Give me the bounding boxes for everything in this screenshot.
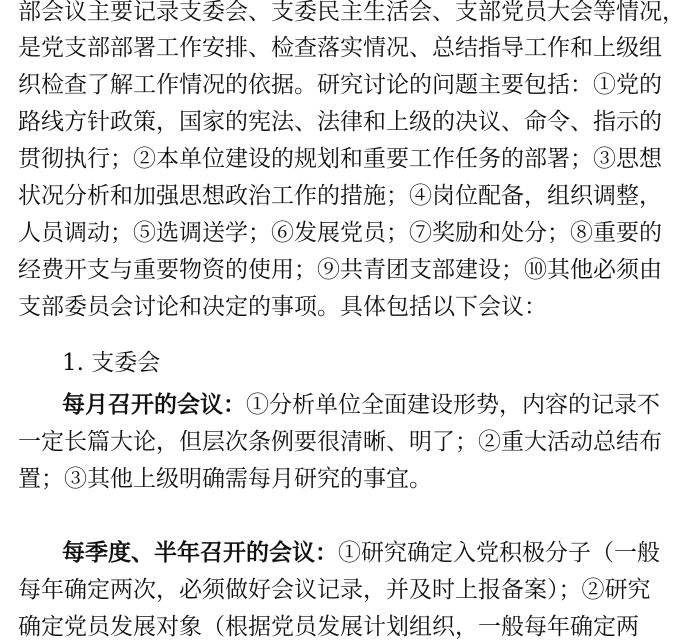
intro-line-5: 贯彻执行；②本单位建设的规划和重要工作任务的部署；③思想 <box>18 146 662 172</box>
quarterly-first-rest: ①研究确定入党积极分子（一般 <box>338 540 660 566</box>
intro-line-3: 织检查了解工作情况的依据。研究讨论的问题主要包括：①党的 <box>18 72 662 98</box>
quarterly-line-2: 每年确定两次，必须做好会议记录，并及时上报备案）；②研究 <box>18 577 651 603</box>
intro-line-1: 部会议主要记录支委会、支委民主生活会、支部党员大会等情况， <box>18 0 685 25</box>
intro-line-2: 是党支部部署工作安排、检查落实情况、总结指导工作和上级组 <box>18 35 662 61</box>
monthly-first-rest: ①分析单位全面建设形势，内容的记录不 <box>246 392 660 418</box>
intro-line-7: 人员调动；⑤选调送学；⑥发展党员；⑦奖励和处分；⑧重要的 <box>18 220 662 246</box>
monthly-first-line <box>62 390 660 420</box>
intro-line-4: 路线方针政策，国家的宪法、法律和上级的决议、命令、指示的 <box>18 109 662 135</box>
section-heading: 1. 支委会 <box>62 350 161 376</box>
intro-line-8: 经费开支与重要物资的使用；⑨共青团支部建设；⑩其他必须由 <box>18 257 662 283</box>
quarterly-label: 每季度、半年召开的会议： <box>62 540 338 566</box>
quarterly-line-3: 确定党员发展对象（根据党员发展计划组织，一般每年确定两 <box>18 614 639 640</box>
quarterly-first-line <box>62 538 660 568</box>
intro-line-6: 状况分析和加强思想政治工作的措施；④岗位配备，组织调整， <box>18 183 662 209</box>
monthly-label: 每月召开的会议： <box>62 392 246 418</box>
monthly-line-3: 置；③其他上级明确需每月研究的事宜。 <box>18 466 432 492</box>
monthly-line-2: 一定长篇大论，但层次条例要很清晰、明了；②重大活动总结布 <box>18 429 662 455</box>
intro-line-9: 支部委员会讨论和决定的事项。具体包括以下会议： <box>18 294 547 320</box>
